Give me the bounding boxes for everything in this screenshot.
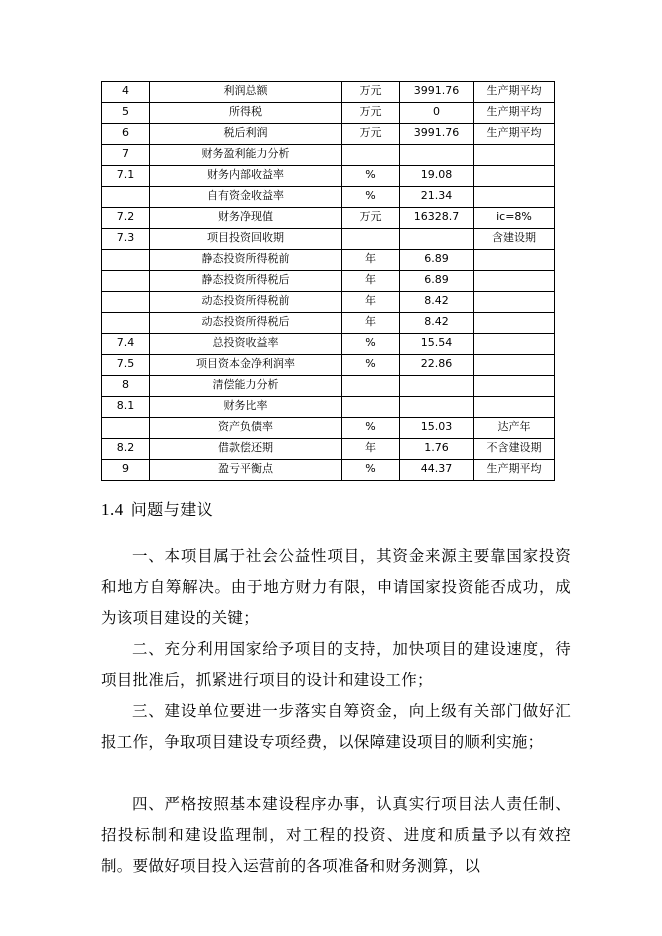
row-number-cell: 7.3 bbox=[102, 229, 150, 250]
unit-cell bbox=[342, 376, 400, 397]
row-number-cell bbox=[102, 187, 150, 208]
row-number-cell: 8.1 bbox=[102, 397, 150, 418]
unit-cell: % bbox=[342, 187, 400, 208]
table-row bbox=[102, 145, 555, 166]
indicator-name-cell: 所得税 bbox=[150, 103, 342, 124]
row-number-cell: 7 bbox=[102, 145, 150, 166]
remark-cell: 不含建设期 bbox=[474, 439, 555, 460]
indicator-name-cell: 盈亏平衡点 bbox=[150, 460, 342, 481]
indicator-name-cell: 项目投资回收期 bbox=[150, 229, 342, 250]
paragraph-2: 二、充分利用国家给予项目的支持，加快项目的建设速度，待项目批准后，抓紧进行项目的设计和建设工作； bbox=[101, 640, 571, 689]
row-number-cell: 7.5 bbox=[102, 355, 150, 376]
table-row bbox=[102, 418, 555, 439]
indicator-name-cell: 静态投资所得税前 bbox=[150, 250, 342, 271]
remark-cell bbox=[474, 355, 555, 376]
table-row bbox=[102, 208, 555, 229]
remark-cell bbox=[474, 271, 555, 292]
unit-cell: 万元 bbox=[342, 124, 400, 145]
value-cell: 6.89 bbox=[400, 271, 474, 292]
row-number-cell: 7.2 bbox=[102, 208, 150, 229]
financial-indicators-table bbox=[101, 81, 555, 481]
indicator-name-cell: 财务内部收益率 bbox=[150, 166, 342, 187]
row-number-cell: 9 bbox=[102, 460, 150, 481]
value-cell: 15.03 bbox=[400, 418, 474, 439]
indicator-name-cell: 动态投资所得税前 bbox=[150, 292, 342, 313]
unit-cell bbox=[342, 397, 400, 418]
indicator-name-cell: 项目资本金净利润率 bbox=[150, 355, 342, 376]
remark-cell bbox=[474, 313, 555, 334]
remark-cell: ic=8% bbox=[474, 208, 555, 229]
section-title: 问题与建议 bbox=[130, 500, 214, 519]
table-row bbox=[102, 229, 555, 250]
value-cell: 8.42 bbox=[400, 292, 474, 313]
paragraph-3: 三、建设单位要进一步落实自筹资金，向上级有关部门做好汇报工作，争取项目建设专项经费，以保障建设项目的顺利实施； bbox=[101, 702, 571, 751]
table-row bbox=[102, 460, 555, 481]
row-number-cell: 7.4 bbox=[102, 334, 150, 355]
value-cell bbox=[400, 229, 474, 250]
table-row bbox=[102, 187, 555, 208]
remark-cell bbox=[474, 397, 555, 418]
value-cell: 16328.7 bbox=[400, 208, 474, 229]
row-number-cell bbox=[102, 313, 150, 334]
unit-cell: 万元 bbox=[342, 82, 400, 103]
row-number-cell: 8.2 bbox=[102, 439, 150, 460]
indicator-name-cell: 利润总额 bbox=[150, 82, 342, 103]
value-cell bbox=[400, 145, 474, 166]
remark-cell: 生产期平均 bbox=[474, 460, 555, 481]
indicator-name-cell: 资产负债率 bbox=[150, 418, 342, 439]
value-cell: 8.42 bbox=[400, 313, 474, 334]
value-cell: 15.54 bbox=[400, 334, 474, 355]
indicator-name-cell: 总投资收益率 bbox=[150, 334, 342, 355]
unit-cell: 年 bbox=[342, 250, 400, 271]
table-row bbox=[102, 439, 555, 460]
value-cell: 0 bbox=[400, 103, 474, 124]
remark-cell: 生产期平均 bbox=[474, 103, 555, 124]
unit-cell bbox=[342, 229, 400, 250]
table-row bbox=[102, 82, 555, 103]
indicator-name-cell: 动态投资所得税后 bbox=[150, 313, 342, 334]
value-cell: 44.37 bbox=[400, 460, 474, 481]
table-row bbox=[102, 166, 555, 187]
remark-cell bbox=[474, 292, 555, 313]
indicator-name-cell: 财务比率 bbox=[150, 397, 342, 418]
indicator-name-cell: 借款偿还期 bbox=[150, 439, 342, 460]
row-number-cell bbox=[102, 292, 150, 313]
indicator-name-cell: 财务净现值 bbox=[150, 208, 342, 229]
remark-cell bbox=[474, 376, 555, 397]
paragraph-4: 四、严格按照基本建设程序办事，认真实行项目法人责任制、招投标制和建设监理制，对工程的投资、进度和质量予以有效控制。要做好项目投入运营前的各项准备和财务测算，以 bbox=[101, 795, 571, 875]
table-row bbox=[102, 376, 555, 397]
section-number: 1.4 bbox=[101, 500, 124, 519]
value-cell: 3991.76 bbox=[400, 82, 474, 103]
remark-cell: 生产期平均 bbox=[474, 82, 555, 103]
remark-cell bbox=[474, 334, 555, 355]
indicator-name-cell: 财务盈利能力分析 bbox=[150, 145, 342, 166]
value-cell: 3991.76 bbox=[400, 124, 474, 145]
value-cell: 6.89 bbox=[400, 250, 474, 271]
unit-cell: 年 bbox=[342, 313, 400, 334]
unit-cell: % bbox=[342, 418, 400, 439]
unit-cell: 年 bbox=[342, 439, 400, 460]
remark-cell bbox=[474, 145, 555, 166]
indicator-name-cell: 税后利润 bbox=[150, 124, 342, 145]
row-number-cell bbox=[102, 418, 150, 439]
table-row bbox=[102, 250, 555, 271]
value-cell: 1.76 bbox=[400, 439, 474, 460]
row-number-cell: 5 bbox=[102, 103, 150, 124]
row-number-cell bbox=[102, 250, 150, 271]
paragraph-1: 一、本项目属于社会公益性项目，其资金来源主要靠国家投资和地方自筹解决。由于地方财力有限，申请国家投资能否成功，成为该项目建设的关键； bbox=[101, 547, 571, 627]
table-row bbox=[102, 313, 555, 334]
remark-cell: 含建设期 bbox=[474, 229, 555, 250]
remark-cell bbox=[474, 166, 555, 187]
unit-cell: % bbox=[342, 355, 400, 376]
unit-cell: 年 bbox=[342, 292, 400, 313]
unit-cell: % bbox=[342, 460, 400, 481]
table-row bbox=[102, 292, 555, 313]
table-row bbox=[102, 355, 555, 376]
value-cell bbox=[400, 376, 474, 397]
row-number-cell: 6 bbox=[102, 124, 150, 145]
remark-cell: 生产期平均 bbox=[474, 124, 555, 145]
value-cell: 21.34 bbox=[400, 187, 474, 208]
row-number-cell bbox=[102, 271, 150, 292]
unit-cell bbox=[342, 145, 400, 166]
value-cell: 19.08 bbox=[400, 166, 474, 187]
value-cell bbox=[400, 397, 474, 418]
indicator-name-cell: 自有资金收益率 bbox=[150, 187, 342, 208]
unit-cell: % bbox=[342, 334, 400, 355]
row-number-cell: 7.1 bbox=[102, 166, 150, 187]
unit-cell: 万元 bbox=[342, 208, 400, 229]
table-row bbox=[102, 271, 555, 292]
remark-cell bbox=[474, 250, 555, 271]
table-row bbox=[102, 334, 555, 355]
table-row bbox=[102, 397, 555, 418]
unit-cell: % bbox=[342, 166, 400, 187]
value-cell: 22.86 bbox=[400, 355, 474, 376]
unit-cell: 年 bbox=[342, 271, 400, 292]
unit-cell: 万元 bbox=[342, 103, 400, 124]
row-number-cell: 8 bbox=[102, 376, 150, 397]
indicator-name-cell: 静态投资所得税后 bbox=[150, 271, 342, 292]
remark-cell bbox=[474, 187, 555, 208]
row-number-cell: 4 bbox=[102, 82, 150, 103]
indicator-name-cell: 清偿能力分析 bbox=[150, 376, 342, 397]
remark-cell: 达产年 bbox=[474, 418, 555, 439]
table-row bbox=[102, 103, 555, 124]
table-row bbox=[102, 124, 555, 145]
section-heading bbox=[101, 497, 213, 520]
